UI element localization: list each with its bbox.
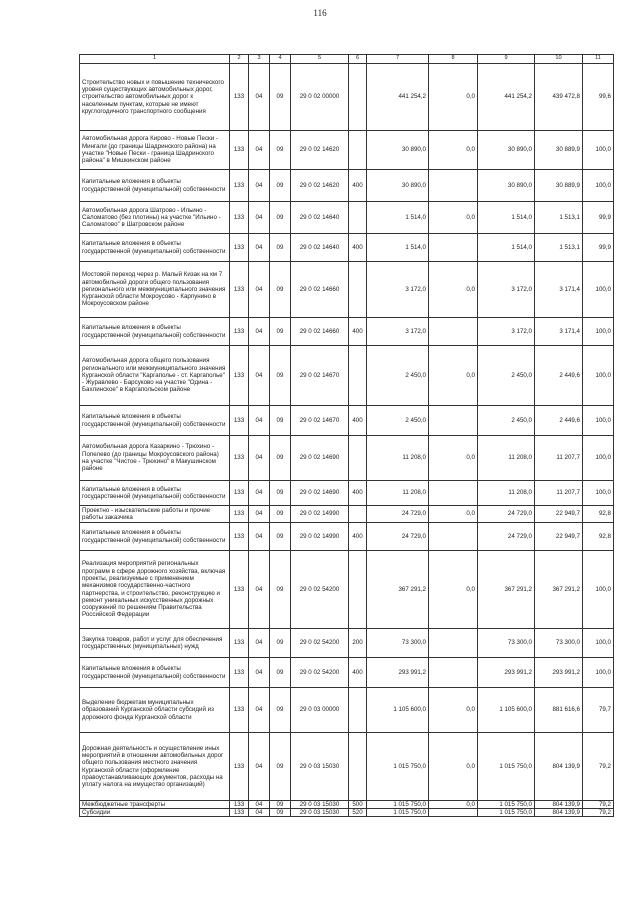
percent-cell: 79,7 [583,688,614,733]
row-name-cell: Проектно - изыскательские работы и прочие работы заказчика [80,506,230,523]
expense-type-cell [349,64,367,131]
table-row [80,801,614,809]
ved-cell: 133 [230,809,249,817]
change-cell: 0,0 [429,506,478,523]
expense-type-cell [349,202,367,234]
target-article-cell: 29 0 02 14990 [291,506,349,523]
table-row [80,658,614,688]
specified-cell: 1 015 750,0 [478,801,535,809]
section-cell: 04 [249,131,270,170]
percent-cell: 100,0 [583,436,614,481]
section-cell: 04 [249,262,270,318]
expense-type-cell: 400 [349,658,367,688]
section-cell: 04 [249,318,270,346]
table-row [80,506,614,523]
expense-type-cell: 400 [349,318,367,346]
specified-cell: 2 450,0 [478,406,535,436]
section-cell: 04 [249,551,270,629]
expense-type-cell [349,346,367,406]
table-body [80,64,614,817]
budget-table [79,54,614,817]
change-cell [429,234,478,262]
column-header-11: 11 [583,55,614,64]
ved-cell: 133 [230,234,249,262]
expense-type-cell [349,551,367,629]
table-row [80,809,614,817]
approved-cell: 2 450,0 [367,346,429,406]
approved-cell: 1 514,0 [367,234,429,262]
subsection-cell: 09 [270,202,291,234]
target-article-cell: 29 0 02 14660 [291,318,349,346]
table-row [80,629,614,658]
row-name-cell: Выделение бюджетам муниципальных образований Курганской области субсидий из дорожного фонда Курганской области [80,688,230,733]
row-name-cell: Автомобильная дорога Казаркино - Трюхино - Попелево (до границы Мокроусовского района) на участке "Чистое - Трюхино" в Макушинском районе [80,436,230,481]
target-article-cell: 29 0 02 14660 [291,262,349,318]
row-name-cell: Автомобильная дорога общего пользования регионального или межмуниципального значения Курганской области "Каргаполье - ст. Каргаполье" - Журавлево - Барсуково на участке "Одина - Бахлинское" в Каргапольском районе [80,346,230,406]
specified-cell: 1 015 750,0 [478,809,535,817]
approved-cell: 30 890,0 [367,131,429,170]
percent-cell: 92,8 [583,506,614,523]
section-cell: 04 [249,234,270,262]
approved-cell: 11 208,0 [367,436,429,481]
ved-cell: 133 [230,551,249,629]
change-cell [429,523,478,551]
section-cell: 04 [249,202,270,234]
percent-cell: 79,2 [583,801,614,809]
section-cell: 04 [249,170,270,202]
row-name-cell: Автомобильная дорога Шатрово - Ильино - Саломатово (без плотины) на участке "Ильино - Саломатово" в Шатровском районе [80,202,230,234]
specified-cell: 1 514,0 [478,234,535,262]
table-row [80,234,614,262]
expense-type-cell [349,688,367,733]
table-row [80,551,614,629]
target-article-cell: 29 0 02 14640 [291,234,349,262]
approved-cell: 3 172,0 [367,262,429,318]
executed-cell: 1 513,1 [535,234,583,262]
row-name-cell: Дорожная деятельность и осуществление иных мероприятий в отношении автомобильных дорог общего пользования местного значения Курганской области (оформление правоустанавливающих документов, расходы на уплату налога на имущество организаций) [80,733,230,801]
change-cell [429,481,478,506]
subsection-cell: 09 [270,131,291,170]
subsection-cell: 09 [270,688,291,733]
specified-cell: 1 015 750,0 [478,733,535,801]
column-header-10: 10 [535,55,583,64]
ved-cell: 133 [230,436,249,481]
percent-cell: 100,0 [583,131,614,170]
expense-type-cell: 400 [349,481,367,506]
row-name-cell: Капитальные вложения в объекты государственной (муниципальной) собственности [80,523,230,551]
change-cell [429,318,478,346]
target-article-cell: 29 0 03 15030 [291,809,349,817]
specified-cell: 11 208,0 [478,436,535,481]
subsection-cell: 09 [270,406,291,436]
subsection-cell: 09 [270,801,291,809]
ved-cell: 133 [230,481,249,506]
column-header-9: 9 [478,55,535,64]
percent-cell: 100,0 [583,658,614,688]
expense-type-cell: 400 [349,406,367,436]
column-header-1: 1 [80,55,230,64]
target-article-cell: 29 0 02 00000 [291,64,349,131]
target-article-cell: 29 0 02 14670 [291,346,349,406]
percent-cell: 100,0 [583,170,614,202]
change-cell: 0,0 [429,733,478,801]
ved-cell: 133 [230,170,249,202]
row-name-cell: Капитальные вложения в объекты государственной (муниципальной) собственности [80,406,230,436]
table-row [80,346,614,406]
subsection-cell: 09 [270,506,291,523]
ved-cell: 133 [230,523,249,551]
change-cell [429,658,478,688]
executed-cell: 11 207,7 [535,481,583,506]
expense-type-cell [349,733,367,801]
executed-cell: 2 449,6 [535,346,583,406]
percent-cell: 99,6 [583,64,614,131]
executed-cell: 293 991,2 [535,658,583,688]
change-cell: 0,0 [429,262,478,318]
target-article-cell: 29 0 02 14990 [291,523,349,551]
percent-cell: 100,0 [583,346,614,406]
column-header-5: 5 [291,55,349,64]
target-article-cell: 29 0 03 00000 [291,688,349,733]
specified-cell: 24 729,0 [478,523,535,551]
executed-cell: 30 889,9 [535,170,583,202]
expense-type-cell: 400 [349,170,367,202]
table-row [80,64,614,131]
row-name-cell: Капитальные вложения в объекты государственной (муниципальной) собственности [80,658,230,688]
subsection-cell: 09 [270,436,291,481]
row-name-cell: Межбюджетные трансферты [80,801,230,809]
section-cell: 04 [249,658,270,688]
executed-cell: 22 949,7 [535,506,583,523]
approved-cell: 367 291,2 [367,551,429,629]
ved-cell: 133 [230,318,249,346]
expense-type-cell: 500 [349,801,367,809]
expense-type-cell: 520 [349,809,367,817]
executed-cell: 1 513,1 [535,202,583,234]
percent-cell: 99,9 [583,202,614,234]
ved-cell: 133 [230,658,249,688]
executed-cell: 804 139,9 [535,801,583,809]
subsection-cell: 09 [270,170,291,202]
approved-cell: 1 015 750,0 [367,733,429,801]
executed-cell: 30 889,9 [535,131,583,170]
approved-cell: 1 015 750,0 [367,801,429,809]
table-header-row [80,55,614,64]
expense-type-cell: 400 [349,234,367,262]
target-article-cell: 29 0 03 15030 [291,801,349,809]
subsection-cell: 09 [270,809,291,817]
subsection-cell: 09 [270,481,291,506]
table-row [80,170,614,202]
percent-cell: 79,2 [583,733,614,801]
approved-cell: 1 105 600,0 [367,688,429,733]
table-row [80,481,614,506]
executed-cell: 439 472,8 [535,64,583,131]
approved-cell: 73 300,0 [367,629,429,658]
row-name-cell: Строительство новых и повышение технического уровня существующих автомобильных дорог, строительство автомобильных дорог к населенным пунктам, которые не имеют круглогодичного транспортного сообщения [80,64,230,131]
ved-cell: 133 [230,733,249,801]
change-cell: 0,0 [429,64,478,131]
executed-cell: 3 171,4 [535,318,583,346]
table-row [80,733,614,801]
ved-cell: 133 [230,262,249,318]
percent-cell: 100,0 [583,629,614,658]
section-cell: 04 [249,688,270,733]
ved-cell: 133 [230,406,249,436]
row-name-cell: Капитальные вложения в объекты государственной (муниципальной) собственности [80,234,230,262]
executed-cell: 11 207,7 [535,436,583,481]
target-article-cell: 29 0 02 14670 [291,406,349,436]
subsection-cell: 09 [270,523,291,551]
row-name-cell: Капитальные вложения в объекты государственной (муниципальной) собственности [80,481,230,506]
change-cell: 0,0 [429,688,478,733]
row-name-cell: Реализация мероприятий региональных программ в сфере дорожного хозяйства, включая проекты, реализуемые с применением механизмов государственно-частного партнерства, и строительство, реконструкцию и ремонт уникальных искусственных дорожных сооружений по решениям Правительства Российской Федерации [80,551,230,629]
executed-cell: 73 300,0 [535,629,583,658]
executed-cell: 804 139,9 [535,733,583,801]
specified-cell: 3 172,0 [478,318,535,346]
percent-cell: 79,2 [583,809,614,817]
executed-cell: 881 616,6 [535,688,583,733]
change-cell: 0,0 [429,202,478,234]
table-row [80,202,614,234]
approved-cell: 2 450,0 [367,406,429,436]
section-cell: 04 [249,809,270,817]
percent-cell: 100,0 [583,406,614,436]
percent-cell: 100,0 [583,262,614,318]
specified-cell: 3 172,0 [478,262,535,318]
specified-cell: 1 514,0 [478,202,535,234]
expense-type-cell: 200 [349,629,367,658]
section-cell: 04 [249,523,270,551]
approved-cell: 30 890,0 [367,170,429,202]
percent-cell: 100,0 [583,551,614,629]
change-cell [429,809,478,817]
subsection-cell: 09 [270,346,291,406]
subsection-cell: 09 [270,318,291,346]
target-article-cell: 29 0 02 14690 [291,481,349,506]
approved-cell: 3 172,0 [367,318,429,346]
percent-cell: 100,0 [583,318,614,346]
change-cell: 0,0 [429,346,478,406]
section-cell: 04 [249,506,270,523]
target-article-cell: 29 0 02 14690 [291,436,349,481]
section-cell: 04 [249,481,270,506]
target-article-cell: 29 0 02 54200 [291,629,349,658]
subsection-cell: 09 [270,234,291,262]
executed-cell: 804 139,9 [535,809,583,817]
subsection-cell: 09 [270,64,291,131]
section-cell: 04 [249,406,270,436]
ved-cell: 133 [230,506,249,523]
subsection-cell: 09 [270,658,291,688]
ved-cell: 133 [230,64,249,131]
specified-cell: 30 890,0 [478,170,535,202]
expense-type-cell [349,436,367,481]
ved-cell: 133 [230,202,249,234]
subsection-cell: 09 [270,551,291,629]
target-article-cell: 29 0 02 54200 [291,551,349,629]
column-header-2: 2 [230,55,249,64]
section-cell: 04 [249,733,270,801]
change-cell [429,629,478,658]
table-row [80,436,614,481]
page-number: 116 [313,8,327,18]
row-name-cell: Автомобильная дорога Кирово - Новые Пески - Мингали (до границы Шадринского района) на участке "Новые Пески - граница Шадринского района" в Мишкинском районе [80,131,230,170]
executed-cell: 3 171,4 [535,262,583,318]
percent-cell: 92,8 [583,523,614,551]
section-cell: 04 [249,801,270,809]
target-article-cell: 29 0 02 14640 [291,202,349,234]
row-name-cell: Мостовой переход через р. Малый Кизак на км 7 автомобильной дороги общего пользования регионального или межмуниципального значения Курганской области Мокроусово - Карпунино в Мокроусовском районе [80,262,230,318]
specified-cell: 441 254,2 [478,64,535,131]
approved-cell: 441 254,2 [367,64,429,131]
section-cell: 04 [249,64,270,131]
ved-cell: 133 [230,801,249,809]
approved-cell: 1 514,0 [367,202,429,234]
column-header-8: 8 [429,55,478,64]
section-cell: 04 [249,629,270,658]
subsection-cell: 09 [270,733,291,801]
ved-cell: 133 [230,629,249,658]
row-name-cell: Субсидии [80,809,230,817]
specified-cell: 1 105 600,0 [478,688,535,733]
change-cell [429,406,478,436]
row-name-cell: Капитальные вложения в объекты государственной (муниципальной) собственности [80,318,230,346]
table-row [80,318,614,346]
specified-cell: 2 450,0 [478,346,535,406]
section-cell: 04 [249,346,270,406]
column-header-7: 7 [367,55,429,64]
change-cell [429,170,478,202]
subsection-cell: 09 [270,629,291,658]
table-row [80,406,614,436]
change-cell: 0,0 [429,436,478,481]
table-row [80,523,614,551]
specified-cell: 11 208,0 [478,481,535,506]
column-header-4: 4 [270,55,291,64]
specified-cell: 30 890,0 [478,131,535,170]
approved-cell: 24 729,0 [367,523,429,551]
approved-cell: 1 015 750,0 [367,809,429,817]
row-name-cell: Закупка товаров, работ и услуг для обеспечения государственных (муниципальных) нужд [80,629,230,658]
target-article-cell: 29 0 03 15030 [291,733,349,801]
percent-cell: 99,9 [583,234,614,262]
change-cell: 0,0 [429,551,478,629]
table-row [80,688,614,733]
table-row [80,262,614,318]
specified-cell: 73 300,0 [478,629,535,658]
section-cell: 04 [249,436,270,481]
target-article-cell: 29 0 02 14620 [291,131,349,170]
executed-cell: 367 291,2 [535,551,583,629]
approved-cell: 11 208,0 [367,481,429,506]
approved-cell: 24 729,0 [367,506,429,523]
ved-cell: 133 [230,131,249,170]
specified-cell: 367 291,2 [478,551,535,629]
ved-cell: 133 [230,346,249,406]
target-article-cell: 29 0 02 54200 [291,658,349,688]
executed-cell: 2 449,6 [535,406,583,436]
expense-type-cell: 400 [349,523,367,551]
specified-cell: 293 991,2 [478,658,535,688]
row-name-cell: Капитальные вложения в объекты государственной (муниципальной) собственности [80,170,230,202]
subsection-cell: 09 [270,262,291,318]
change-cell: 0,0 [429,131,478,170]
expense-type-cell [349,131,367,170]
column-header-6: 6 [349,55,367,64]
approved-cell: 293 991,2 [367,658,429,688]
ved-cell: 133 [230,688,249,733]
table-row [80,131,614,170]
specified-cell: 24 729,0 [478,506,535,523]
expense-type-cell [349,506,367,523]
executed-cell: 22 949,7 [535,523,583,551]
column-header-3: 3 [249,55,270,64]
target-article-cell: 29 0 02 14620 [291,170,349,202]
expense-type-cell [349,262,367,318]
percent-cell: 100,0 [583,481,614,506]
change-cell: 0,0 [429,801,478,809]
